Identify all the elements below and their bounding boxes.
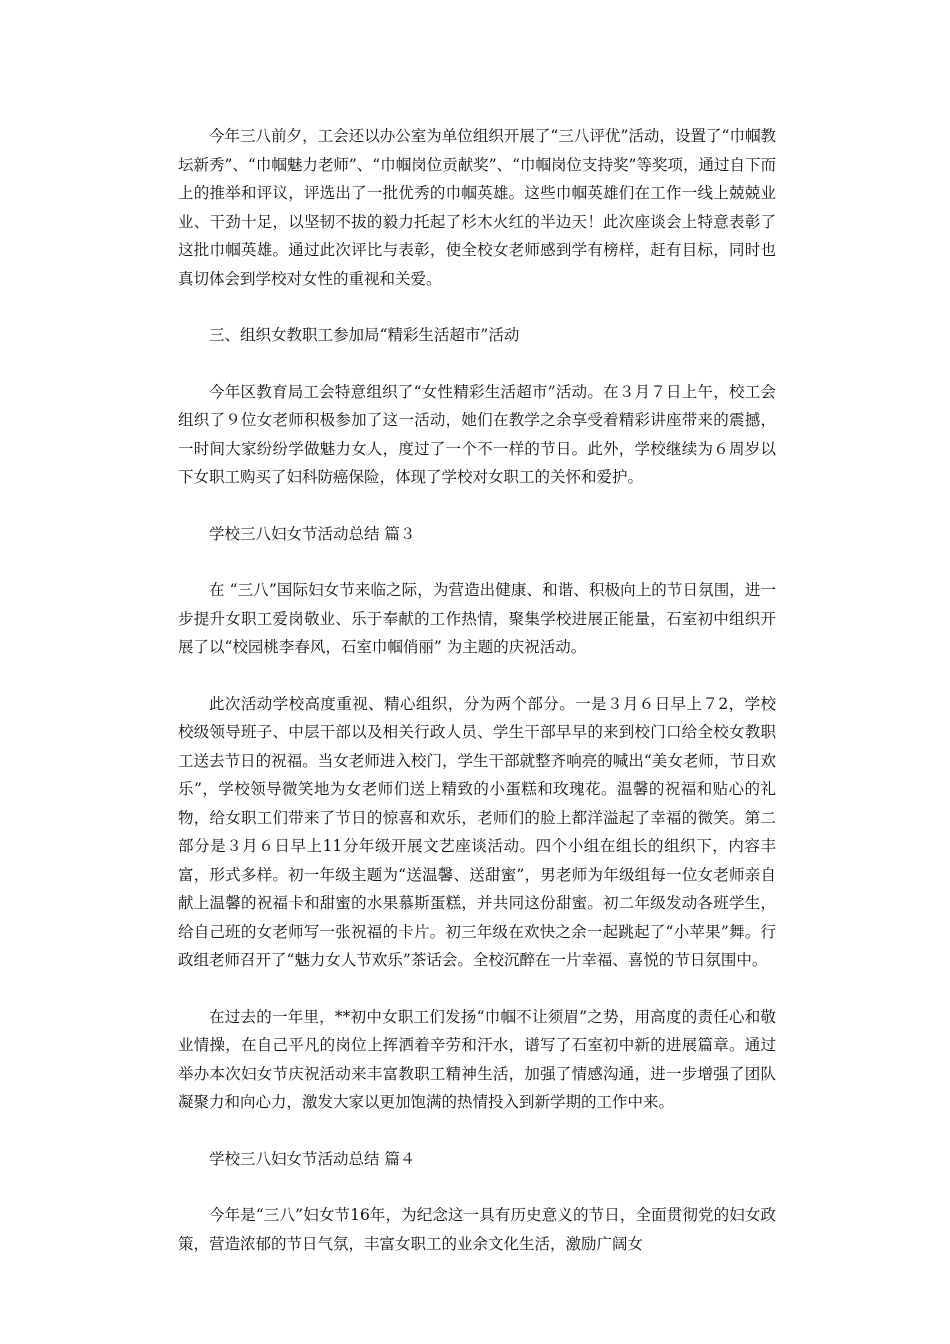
paragraph-year-summary: 在过去的一年里，**初中女职工们发扬“巾帼不让须眉”之势，用高度的责任心和敬业情操，在自己平凡的岗位上挥洒着辛劳和汗水，谱写了石室初中新的进展篇章。通过举办本次妇女节庆祝活动来丰富教职工精神生活，加强了情感沟通，进一步增强了团队凝聚力和向心力，激发大家以更加饱满的热情投入到新学期的工作中来。 <box>178 1007 776 1111</box>
paragraph-life-supermarket: 今年区教育局工会特意组织了“女性精彩生活超市”活动。在３月７日上午，校工会组织了９位女老师积极参加了这一活动，她们在教学之余享受着精彩讲座带来的震撼，一时间大家纷纷学做魅力女人，度过了一个不一样的节日。此外，学校继续为６周岁以下女职工购买了妇科防癌保险，体现了学校对女职工的关怀和爱护。 <box>178 382 776 486</box>
paragraph-activity-details: 此次活动学校高度重视、精心组织，分为两个部分。一是３月６日早上７2，学校校级领导班子、中层干部以及相关行政人员、学生干部早早的来到校门口给全校女教职工送去节日的祝福。当女老师进入校门，学生干部就整齐响亮的喊出“美女老师，节日欢乐”，学校领导微笑地为女老师们送上精致的小蛋糕和玫瑰花。温馨的祝福和贴心的礼物，给女职工们带来了节日的惊喜和欢乐，老师们的脸上都洋溢起了幸福的微笑。第二部分是３月６日早上11分年级开展文艺座谈活动。四个小组在组长的组织下，内容丰富，形式多样。初一年级主题为“送温馨、送甜蜜”，男老师为年级组每一位女老师亲自献上温馨的祝福卡和甜蜜的水果慕斯蛋糕，并共同这份甜蜜。初二年级发动各班学生，给自己班的女老师写一张祝福的卡片。初三年级在欢快之余一起跳起了“小苹果”舞。行政组老师召开了“魅力女人节欢乐”茶话会。全校沉醉在一片幸福、喜悦的节日氛围中。 <box>178 694 776 969</box>
paragraph-intro-celebration: 在 “三八”国际妇女节来临之际，为营造出健康、和谐、积极向上的节日氛围，进一步提升女职工爱岗敬业、乐于奉献的工作热情，聚集学校进展正能量，石室初中组织开展了以“校园桃李春风，石室巾帼俏丽” 为主题的庆祝活动。 <box>178 581 776 656</box>
paragraph-part-4-intro: 今年是“三八”妇女节16年，为纪念这一具有历史意义的节日，全面贯彻党的妇女政策，营造浓郁的节日气氛，丰富女职工的业余文化生活，激励广阔女 <box>178 1206 776 1253</box>
section-heading-three: 三、组织女教职工参加局“精彩生活超市”活动 <box>209 326 520 344</box>
paragraph-evaluation-activity: 今年三八前夕，工会还以办公室为单位组织开展了“三八评优”活动，设置了“巾帼教坛新秀”、“巾帼魅力老师”、“巾帼岗位贡献奖”、“巾帼岗位支持奖”等奖项，通过自下而上的推举和评议，评选出了一批优秀的巾帼英雄。这些巾帼英雄们在工作一线上兢兢业业、干劲十足，以坚韧不拔的毅力托起了杉木火红的半边天！此次座谈会上特意表彰了这批巾帼英雄。通过此次评比与表彰，使全校女老师感到学有榜样，赶有目标，同时也真切体会到学校对女性的重视和关爱。 <box>178 127 776 288</box>
document-body <box>178 122 776 1286</box>
article-title-part-3: 学校三八妇女节活动总结 篇３ <box>209 524 416 543</box>
article-title-part-4: 学校三八妇女节活动总结 篇４ <box>209 1149 416 1168</box>
